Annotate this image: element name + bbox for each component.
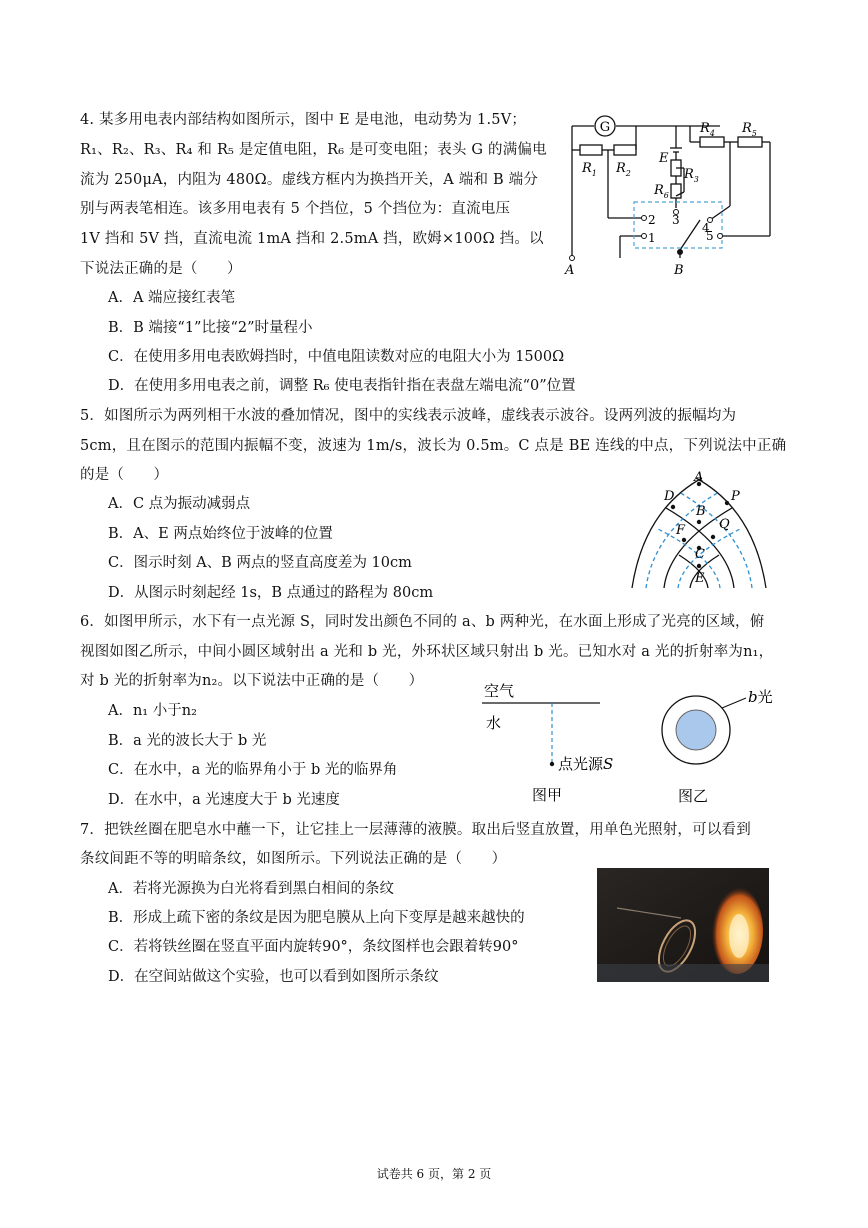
svg-text:F: F	[676, 523, 686, 538]
q4-line-1: 4. 某多用电表内部结构如图所示，图中 E 是电池，电动势为 1.5V；	[80, 112, 527, 128]
q6-air-label: 空气	[484, 682, 515, 700]
q4-line-6: 下说法正确的是（ ）	[80, 261, 242, 277]
q6-caption-yi: 图乙	[678, 787, 709, 805]
q4-terminal-b: B	[674, 263, 684, 278]
page-footer: 试卷共 6 页，第 2 页	[376, 1167, 492, 1181]
svg-text:b光: b光	[748, 688, 773, 706]
q7-option-b: B．形成上疏下密的条纹是因为肥皂膜从上向下变厚是越来越快的	[108, 910, 525, 926]
q7-soap-film-photo	[597, 868, 769, 982]
q6-line-3: 对 b 光的折射率为n₂。以下说法中正确的是（ ）	[80, 673, 424, 689]
q7-line-1: 7．把铁丝圈在肥皂水中蘸一下，让它挂上一层薄薄的液膜。取出后竖直放置，用单色光照射，可以看到	[80, 822, 751, 838]
svg-text:R2: $R_2$	[616, 161, 631, 178]
svg-text:5: 5	[706, 229, 714, 243]
q4-line-4: 别与两表笔相连。该多用电表有 5 个挡位，5 个挡位为：直流电压	[80, 201, 511, 217]
q4-battery-label: E	[659, 151, 669, 166]
svg-text:R1: $R_1$	[582, 161, 597, 178]
q5-option-c: C．图示时刻 A、B 两点的竖直高度差为 10cm	[108, 555, 412, 571]
svg-text:B: B	[696, 504, 706, 519]
q4-option-a: A．A 端应接红表笔	[108, 290, 236, 306]
q6-line-2: 视图如图乙所示，中间小圆区域射出 a 光和 b 光，外环状区域只射出 b 光。已知水对 a 光的折射率为n₁，	[80, 644, 774, 660]
svg-text:E: E	[695, 571, 705, 586]
q6-line-1: 6．如图甲所示，水下有一点光源 S，同时发出颜色不同的 a、b 两种光，在水面上形成了光亮的区域，俯	[80, 614, 765, 630]
q4-galvanometer-label: G	[599, 120, 611, 135]
svg-text:1: 1	[648, 231, 656, 245]
q5-line-3: 的是（ ）	[80, 467, 169, 483]
q4-option-c: C．在使用多用电表欧姆挡时，中值电阻读数对应的电阻大小为 1500Ω	[108, 349, 565, 365]
q6-option-d: D．在水中，a 光速度大于 b 光速度	[108, 792, 340, 808]
q5-wave-diagram	[624, 470, 774, 588]
svg-text:R5: $R_5$	[742, 121, 757, 138]
q4-circuit-diagram	[560, 108, 780, 280]
q4-line-2: R₁、R₂、R₃、R₄ 和 R₅ 是定值电阻，R₆ 是可变电阻；表头 G 的满偏电	[80, 142, 547, 158]
svg-text:A: A	[694, 470, 704, 485]
q5-line-2: 5cm，且在图示的范围内振幅不变，波速为 1m/s，波长为 0.5m。C 点是 BE 连线的中点，下列说法中正确	[80, 438, 787, 454]
svg-text:3: 3	[672, 213, 680, 227]
svg-text:Q: Q	[719, 517, 730, 532]
q6-source-label: 点光源	[558, 755, 604, 773]
q5-option-d: D．从图示时刻起经 1s，B 点通过的路程为 80cm	[108, 585, 434, 601]
q6-water-label: 水	[486, 714, 502, 732]
q5-option-a: A．C 点为振动减弱点	[108, 496, 251, 512]
svg-text:R3: $R_3$	[684, 167, 699, 184]
svg-text:点光源S: 点光源S	[558, 755, 614, 773]
q7-option-d: D．在空间站做这个实验，也可以看到如图所示条纹	[108, 969, 439, 985]
q6-figure-yi	[648, 680, 788, 808]
q4-option-d: D．在使用多用电表之前，调整 R₆ 使电表指针指在表盘左端电流“0”位置	[108, 378, 576, 394]
q6-option-a: A．n₁ 小于n₂	[108, 703, 197, 719]
svg-text:D: D	[664, 489, 675, 504]
q6-caption-jia: 图甲	[532, 786, 563, 804]
q5-option-b: B．A、E 两点始终位于波峰的位置	[108, 526, 333, 542]
q7-option-a: A．若将光源换为白光将看到黑白相间的条纹	[108, 881, 394, 897]
svg-text:R4: $R_4$	[700, 121, 715, 138]
q6-figure-jia	[480, 676, 620, 806]
svg-text:P: P	[731, 489, 740, 504]
q6-option-b: B．a 光的波长大于 b 光	[108, 733, 267, 749]
q6-option-c: C．在水中，a 光的临界角小于 b 光的临界角	[108, 762, 398, 778]
q4-option-b: B．B 端接“1”比接“2”时量程小	[108, 320, 313, 336]
q4-line-3: 流为 250μA，内阻为 480Ω。虚线方框内为换挡开关，A 端和 B 端分	[80, 172, 539, 188]
svg-text:4: 4	[702, 221, 710, 235]
svg-text:2: 2	[648, 213, 656, 227]
svg-text:R6: $R_6$	[654, 183, 669, 200]
q5-line-1: 5．如图所示为两列相干水波的叠加情况，图中的实线表示波峰，虚线表示波谷。设两列波的振幅均为	[80, 408, 737, 424]
q4-line-5: 1V 挡和 5V 挡，直流电流 1mA 挡和 2.5mA 挡，欧姆×100Ω 挡。以	[80, 231, 544, 247]
q4-terminal-a: A	[565, 263, 575, 278]
svg-text:C: C	[695, 547, 705, 562]
q7-line-2: 条纹间距不等的明暗条纹，如图所示。下列说法正确的是（ ）	[80, 851, 507, 867]
q7-option-c: C．若将铁丝圈在竖直平面内旋转90°，条纹图样也会跟着转90°	[108, 939, 519, 955]
q6-inner-circle	[676, 710, 716, 750]
